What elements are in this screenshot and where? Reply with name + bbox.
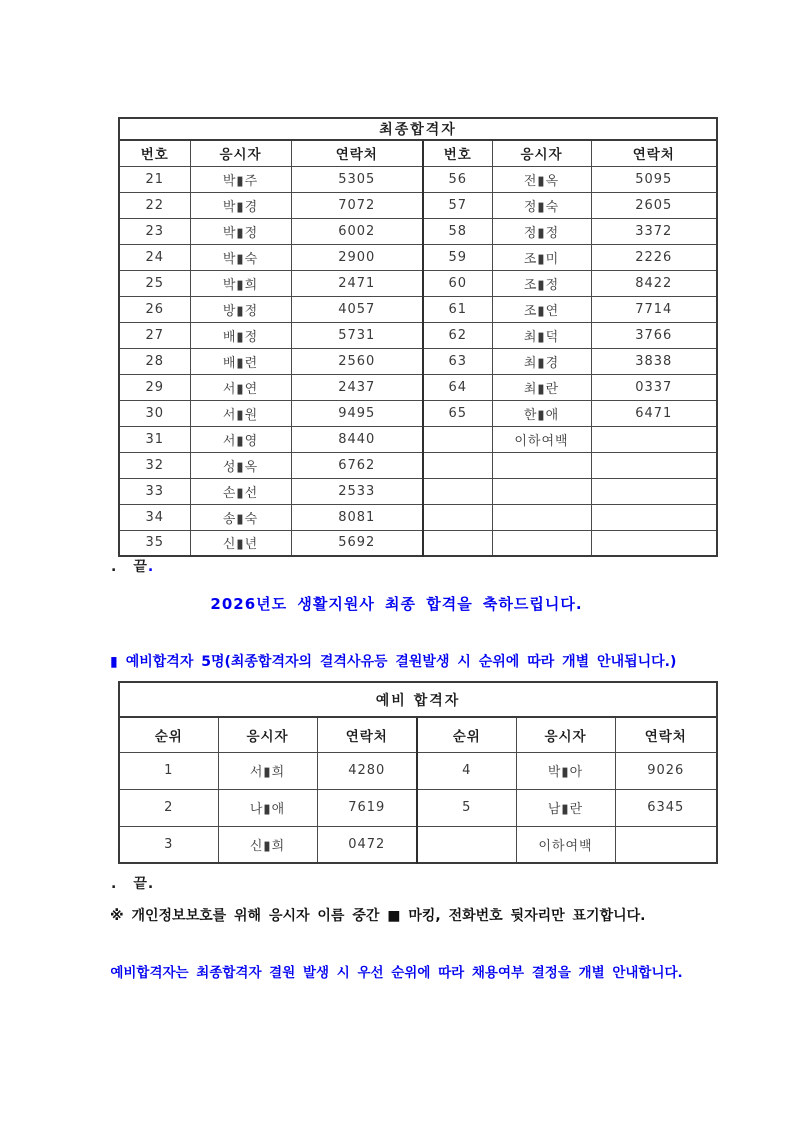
table-cell: 박▮숙 xyxy=(190,244,291,270)
table-row xyxy=(119,826,717,863)
table-cell: 1 xyxy=(119,752,218,789)
table-cell: 최▮경 xyxy=(492,348,591,374)
table-title: 예비 합격자 xyxy=(119,682,717,717)
table-cell: 63 xyxy=(423,348,492,374)
reserve-note-text: 예비합격자 5명(최종합격자의 결격사유등 결원발생 시 순위에 따라 개별 안내됩니다.) xyxy=(125,654,677,670)
table-cell: 송▮숙 xyxy=(190,504,291,530)
table-cell: 박▮정 xyxy=(190,218,291,244)
table-title-row xyxy=(119,682,717,717)
reserve-footer-notice: 예비합격자는 최종합격자 결원 발생 시 우선 순위에 따라 채용여부 결정을 개별 안내합니다. xyxy=(110,965,683,981)
table-cell: 전▮옥 xyxy=(492,166,591,192)
table-cell: 2605 xyxy=(591,192,717,218)
table-cell: 24 xyxy=(119,244,190,270)
table-cell: 이하여백 xyxy=(516,826,615,863)
table-cell: 박▮주 xyxy=(190,166,291,192)
table-row xyxy=(119,530,717,556)
table-cell: 3838 xyxy=(591,348,717,374)
column-header: 순위 xyxy=(417,717,516,752)
table-row xyxy=(119,270,717,296)
table-row xyxy=(119,789,717,826)
table-cell xyxy=(423,478,492,504)
table-cell: 62 xyxy=(423,322,492,348)
table-cell: 2560 xyxy=(291,348,423,374)
table-row xyxy=(119,192,717,218)
table-cell: 6471 xyxy=(591,400,717,426)
table-cell: 29 xyxy=(119,374,190,400)
table-cell: 최▮덕 xyxy=(492,322,591,348)
table-cell: 31 xyxy=(119,426,190,452)
table-cell: 9026 xyxy=(615,752,717,789)
table-cell: 26 xyxy=(119,296,190,322)
table-cell xyxy=(492,452,591,478)
column-header: 연락처 xyxy=(615,717,717,752)
table-cell xyxy=(423,530,492,556)
end-dot: . xyxy=(111,559,118,575)
table-cell xyxy=(492,478,591,504)
column-header: 응시자 xyxy=(492,140,591,166)
final-successful-candidates-table xyxy=(118,117,718,557)
table-cell: 6345 xyxy=(615,789,717,826)
column-header: 번호 xyxy=(119,140,190,166)
table-cell: 34 xyxy=(119,504,190,530)
table-row xyxy=(119,296,717,322)
table-cell: 정▮숙 xyxy=(492,192,591,218)
table-cell: 5095 xyxy=(591,166,717,192)
table-cell: 서▮영 xyxy=(190,426,291,452)
table-cell: 3 xyxy=(119,826,218,863)
end-word: 끝 xyxy=(133,876,148,892)
table-cell: 57 xyxy=(423,192,492,218)
table-cell: 0337 xyxy=(591,374,717,400)
table-cell: 25 xyxy=(119,270,190,296)
table-cell: 2900 xyxy=(291,244,423,270)
table-cell: 방▮정 xyxy=(190,296,291,322)
table-cell: 조▮정 xyxy=(492,270,591,296)
column-header: 연락처 xyxy=(591,140,717,166)
end-mark-2 xyxy=(111,873,154,893)
table-cell: 22 xyxy=(119,192,190,218)
table-cell: 배▮정 xyxy=(190,322,291,348)
table-cell: 조▮연 xyxy=(492,296,591,322)
table-row xyxy=(119,504,717,530)
table-cell: 2226 xyxy=(591,244,717,270)
table-cell xyxy=(591,530,717,556)
table-cell: 서▮희 xyxy=(218,752,317,789)
table-cell: 4057 xyxy=(291,296,423,322)
table-title-row xyxy=(119,118,717,140)
table-title: 최종합격자 xyxy=(119,118,717,140)
table-cell: 32 xyxy=(119,452,190,478)
table-cell: 59 xyxy=(423,244,492,270)
table-row xyxy=(119,218,717,244)
table-cell: 33 xyxy=(119,478,190,504)
end-final-dot: . xyxy=(147,876,155,892)
table-cell xyxy=(615,826,717,863)
square-bullet-icon: ▮ xyxy=(110,654,118,670)
table-cell: 2437 xyxy=(291,374,423,400)
column-header: 순위 xyxy=(119,717,218,752)
table-cell: 서▮원 xyxy=(190,400,291,426)
table-cell: 신▮년 xyxy=(190,530,291,556)
end-mark-1 xyxy=(111,556,154,576)
reserve-candidates-table xyxy=(118,681,718,864)
table-cell xyxy=(492,530,591,556)
table-cell: 4 xyxy=(417,752,516,789)
table-cell: 성▮옥 xyxy=(190,452,291,478)
table-cell: 박▮희 xyxy=(190,270,291,296)
table-cell: 35 xyxy=(119,530,190,556)
table-cell: 3766 xyxy=(591,322,717,348)
table-header-row xyxy=(119,717,717,752)
table-cell: 조▮미 xyxy=(492,244,591,270)
column-header: 번호 xyxy=(423,140,492,166)
table-row xyxy=(119,752,717,789)
table-cell xyxy=(591,478,717,504)
table-cell xyxy=(591,504,717,530)
table-cell: 21 xyxy=(119,166,190,192)
table-cell: 8081 xyxy=(291,504,423,530)
table-cell: 6762 xyxy=(291,452,423,478)
end-dot: . xyxy=(111,876,118,892)
table-row xyxy=(119,374,717,400)
table-cell: 나▮애 xyxy=(218,789,317,826)
table-cell: 65 xyxy=(423,400,492,426)
table-cell: 56 xyxy=(423,166,492,192)
table-cell xyxy=(492,504,591,530)
table-cell xyxy=(423,452,492,478)
table-cell: 최▮란 xyxy=(492,374,591,400)
table-cell xyxy=(423,504,492,530)
column-header: 응시자 xyxy=(190,140,291,166)
table-cell: 23 xyxy=(119,218,190,244)
table-row xyxy=(119,478,717,504)
table-cell xyxy=(591,426,717,452)
table-row xyxy=(119,322,717,348)
table-cell: 27 xyxy=(119,322,190,348)
table-cell: 9495 xyxy=(291,400,423,426)
table-cell: 3372 xyxy=(591,218,717,244)
table-cell: 이하여백 xyxy=(492,426,591,452)
column-header: 응시자 xyxy=(218,717,317,752)
table-row xyxy=(119,426,717,452)
end-final-dot: . xyxy=(147,559,155,575)
table-cell: 6002 xyxy=(291,218,423,244)
table-cell: 박▮아 xyxy=(516,752,615,789)
table-row xyxy=(119,452,717,478)
table-cell: 2 xyxy=(119,789,218,826)
table-cell: 5 xyxy=(417,789,516,826)
congratulations-text: 2026년도 생활지원사 최종 합격을 축하드립니다. xyxy=(210,595,583,613)
table-row xyxy=(119,244,717,270)
table-cell: 박▮경 xyxy=(190,192,291,218)
table-row xyxy=(119,166,717,192)
column-header: 연락처 xyxy=(317,717,417,752)
table-cell xyxy=(591,452,717,478)
table-cell: 신▮희 xyxy=(218,826,317,863)
table-cell: 5731 xyxy=(291,322,423,348)
table-cell: 서▮연 xyxy=(190,374,291,400)
table-cell xyxy=(423,426,492,452)
end-word: 끝 xyxy=(133,559,148,575)
table-header-row xyxy=(119,140,717,166)
table-cell: 7714 xyxy=(591,296,717,322)
table-cell: 61 xyxy=(423,296,492,322)
table-cell xyxy=(417,826,516,863)
table-row xyxy=(119,400,717,426)
table-cell: 배▮련 xyxy=(190,348,291,374)
table-cell: 손▮선 xyxy=(190,478,291,504)
privacy-masking-note: ※ 개인정보보호를 위해 응시자 이름 중간 ■ 마킹, 전화번호 뒷자리만 표기합니다. xyxy=(110,908,646,924)
column-header: 응시자 xyxy=(516,717,615,752)
table-cell: 2471 xyxy=(291,270,423,296)
table-cell: 7619 xyxy=(317,789,417,826)
table-cell: 8440 xyxy=(291,426,423,452)
table-cell: 30 xyxy=(119,400,190,426)
table-cell: 한▮애 xyxy=(492,400,591,426)
table-cell: 58 xyxy=(423,218,492,244)
table-cell: 8422 xyxy=(591,270,717,296)
table-cell: 4280 xyxy=(317,752,417,789)
table-cell: 5305 xyxy=(291,166,423,192)
table-cell: 정▮정 xyxy=(492,218,591,244)
table-cell: 28 xyxy=(119,348,190,374)
table-cell: 60 xyxy=(423,270,492,296)
table-cell: 7072 xyxy=(291,192,423,218)
table-cell: 0472 xyxy=(317,826,417,863)
table-cell: 64 xyxy=(423,374,492,400)
table-cell: 5692 xyxy=(291,530,423,556)
column-header: 연락처 xyxy=(291,140,423,166)
reserve-candidates-note xyxy=(110,651,676,671)
table-row xyxy=(119,348,717,374)
table-cell: 2533 xyxy=(291,478,423,504)
table-cell: 남▮란 xyxy=(516,789,615,826)
